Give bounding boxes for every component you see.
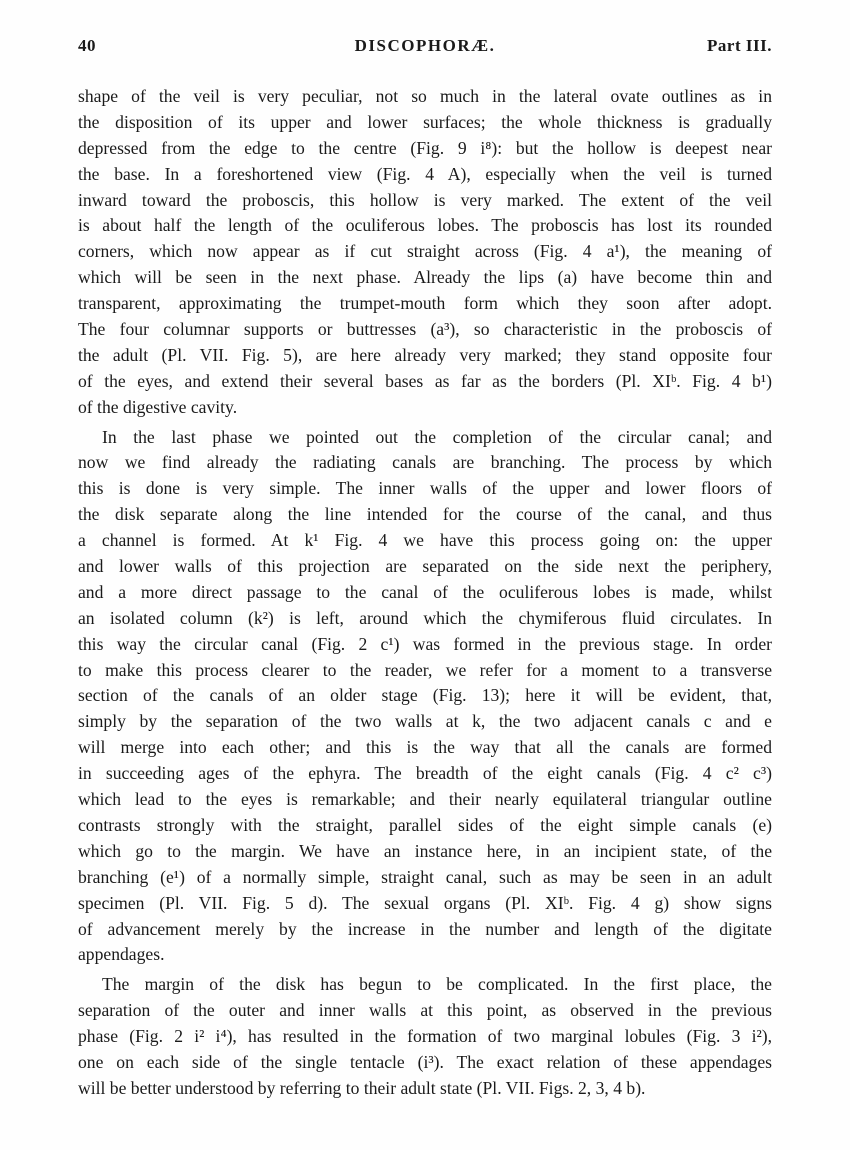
text-line: which lead to the eyes is remarkable; and their nearly equilateral triangular outline	[78, 789, 772, 810]
text-line: phase (Fig. 2 i² i⁴), has resulted in the formation of two marginal lobules (Fig. 3 i²),	[78, 1026, 772, 1047]
text-line: a channel is formed. At k¹ Fig. 4 we have this process going on: the upper	[78, 530, 772, 551]
text-line: inward toward the proboscis, this hollow is very marked. The extent of the veil	[78, 189, 772, 210]
text-line: section of the canals of an older stage (Fig. 13); here it will be evident, that,	[78, 685, 772, 706]
text-line: an isolated column (k²) is left, around which the chymiferous fluid circulates. In	[78, 607, 772, 628]
text-line: of the eyes, and extend their several bases as far as the borders (Pl. XIᵇ. Fig. 4 b¹)	[78, 370, 772, 391]
text-line: will merge into each other; and this is the way that all the canals are formed	[78, 737, 772, 758]
text-line: shape of the veil is very peculiar, not so much in the lateral ovate outlines as in	[78, 86, 772, 106]
text-line: and a more direct passage to the canal of the oculiferous lobes is made, whilst	[78, 581, 772, 602]
text-line: branching (e¹) of a normally simple, straight canal, such as may be seen in an adult	[78, 866, 772, 887]
text-line: contrasts strongly with the straight, parallel sides of the eight simple canals (e)	[78, 814, 772, 835]
text-line: of advancement merely by the increase in the number and length of the digitate	[78, 918, 772, 939]
text-line: transparent, approximating the trumpet-mouth form which they soon after adopt.	[78, 293, 772, 314]
text-line: will be better understood by referring to their adult state (Pl. VII. Figs. 2, 3, 4 b).	[78, 1077, 646, 1098]
text-line: which will be seen in the next phase. Already the lips (a) have become thin and	[78, 267, 772, 288]
text-line: the adult (Pl. VII. Fig. 5), are here already very marked; they stand opposite four	[78, 344, 772, 365]
body-text	[78, 84, 772, 1102]
text-line: in succeeding ages of the ephyra. The breadth of the eight canals (Fig. 4 c² c³)	[78, 763, 772, 784]
paragraph	[78, 84, 772, 421]
text-line: this way the circular canal (Fig. 2 c¹) was formed in the previous stage. In order	[78, 633, 772, 654]
text-line: specimen (Pl. VII. Fig. 5 d). The sexual organs (Pl. XIᵇ. Fig. 4 g) show signs	[78, 892, 772, 913]
text-line: The margin of the disk has begun to be complicated. In the first place, the	[102, 974, 772, 995]
part-label: Part III.	[707, 36, 772, 55]
text-line: to make this process clearer to the reader, we refer for a moment to a transverse	[78, 659, 772, 680]
running-title: DISCOPHORÆ.	[354, 36, 496, 55]
text-line: the base. In a foreshortened view (Fig. 4 A), especially when the veil is turned	[78, 163, 772, 184]
text-line: simply by the separation of the two walls at k, the two adjacent canals c and e	[78, 711, 772, 732]
text-line: one on each side of the single tentacle (i³). The exact relation of these appendages	[78, 1051, 772, 1072]
text-line: which go to the margin. We have an instance here, in an incipient state, of the	[78, 840, 772, 861]
text-line: depressed from the edge to the centre (Fig. 9 i⁸): but the hollow is deepest near	[78, 137, 772, 158]
text-line: of the digestive cavity.	[78, 396, 238, 417]
text-line: appendages.	[78, 944, 165, 965]
text-line: and lower walls of this projection are separated on the side next the periphery,	[78, 556, 772, 577]
text-line: this is done is very simple. The inner walls of the upper and lower floors of	[78, 478, 772, 499]
text-line: In the last phase we pointed out the completion of the circular canal; and	[102, 426, 772, 447]
text-line: The four columnar supports or buttresses (a³), so characteristic in the proboscis of	[78, 319, 772, 340]
text-line: now we find already the radiating canals are branching. The process by which	[78, 452, 772, 473]
text-line: the disk separate along the line intended for the course of the canal, and thus	[78, 504, 772, 525]
running-header	[78, 36, 772, 60]
paragraph	[78, 972, 772, 1101]
page-number: 40	[78, 36, 96, 55]
text-line: corners, which now appear as if cut straight across (Fig. 4 a¹), the meaning of	[78, 241, 772, 262]
text-line: separation of the outer and inner walls at this point, as observed in the previous	[78, 1000, 772, 1021]
paragraph	[78, 425, 772, 969]
text-line: is about half the length of the oculiferous lobes. The proboscis has lost its rounded	[78, 215, 772, 236]
text-line: the disposition of its upper and lower surfaces; the whole thickness is gradually	[78, 111, 772, 132]
